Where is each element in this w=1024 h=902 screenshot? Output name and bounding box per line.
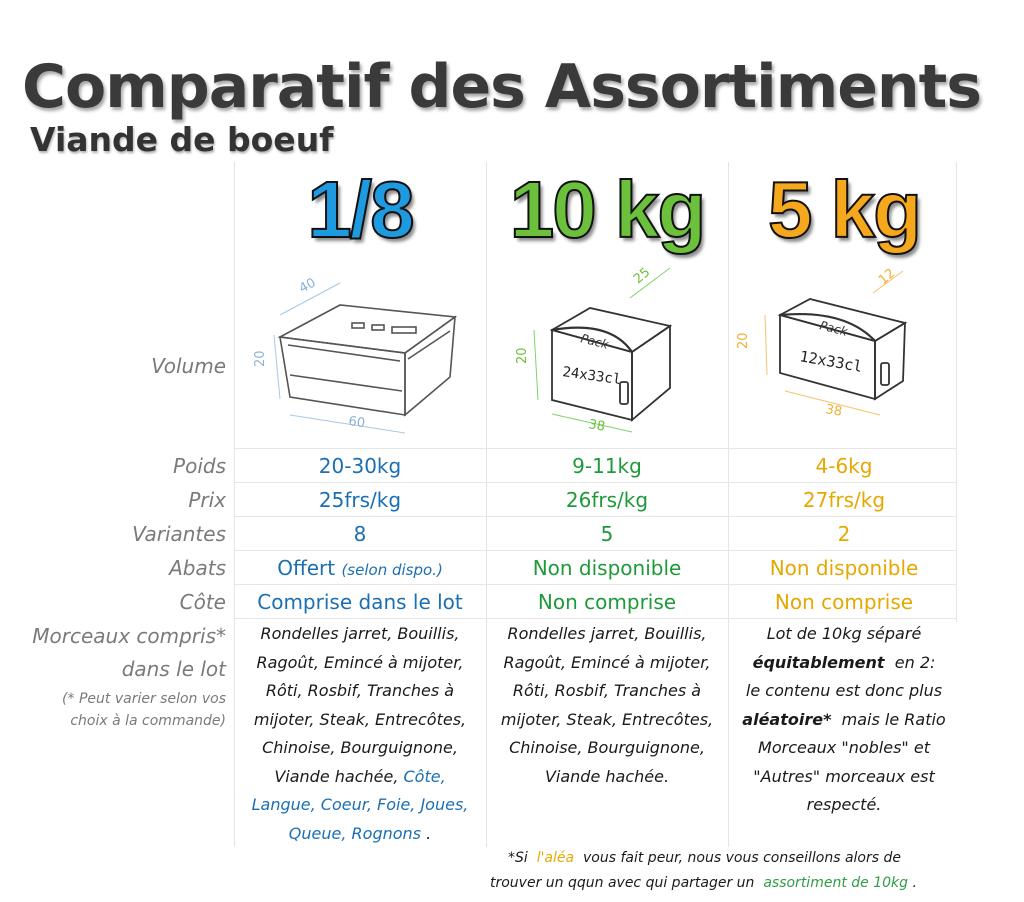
footnote-line-1: [486, 846, 956, 871]
row-label-abats: Abats: [169, 556, 226, 580]
row-label-morceaux: Morceaux compris*: [32, 624, 226, 648]
morceaux-10kg: [488, 620, 726, 791]
box-12-label: 12x33cl: [798, 347, 864, 376]
morceaux-5kg-line: Lot de 10kg séparé: [766, 624, 922, 643]
crate-dim-width: 60: [347, 414, 366, 432]
row-note-line-2: choix à la commande): [70, 713, 226, 729]
morceaux-5kg-bold: équitablement: [752, 652, 885, 672]
prix-10kg: 26frs/kg: [565, 488, 649, 512]
cote-1-8: Comprise dans le lot: [257, 590, 463, 614]
poids-5kg: 4-6kg: [815, 454, 873, 478]
crate-drawing: [253, 275, 460, 445]
box-12-dim-height: 20: [736, 332, 751, 349]
morceaux-5kg-text: en 2:: [894, 652, 936, 672]
box-24-dim-height: 20: [515, 347, 530, 364]
morceaux-10kg-line: Chinoise, Bourguignone,: [509, 738, 705, 757]
footnote-text: vous fait peur, nous vous conseillons alors de: [583, 850, 902, 866]
abats-1-8-value: Offert: [277, 556, 336, 580]
morceaux-1-8-end: .: [426, 823, 432, 843]
box-12-drawing: [735, 265, 935, 445]
morceaux-1-8-line: Ragoût, Emincé à mijoter,: [256, 652, 464, 672]
row-note-line-1: (* Peut varier selon vos: [62, 691, 226, 707]
morceaux-1-8: [236, 620, 484, 848]
morceaux-10kg-line: Viande hachée.: [544, 766, 670, 786]
morceaux-1-8-line: Rôti, Rosbif, Tranches à: [265, 681, 455, 700]
row-divider: [234, 550, 956, 551]
box-24-dim-depth: 25: [630, 264, 654, 288]
box-24-drawing: [510, 260, 710, 440]
box-12-dim-depth: 12: [875, 265, 899, 289]
abats-1-8: [236, 556, 484, 580]
box-12-pack-label: Pack: [818, 318, 849, 339]
morceaux-1-8-line: Chinoise, Bourguignone,: [262, 738, 458, 757]
abats-10kg: Non disponible: [532, 556, 682, 580]
poids-1-8: 20-30kg: [318, 454, 402, 478]
row-note: [62, 688, 226, 732]
morceaux-1-8-line: mijoter, Steak, Entrecôtes,: [253, 709, 467, 729]
morceaux-1-8-extra: Côte,: [403, 766, 446, 786]
row-label-variantes: Variantes: [132, 522, 226, 546]
morceaux-5kg-bold: aléatoire*: [742, 709, 832, 729]
prix-1-8: 25frs/kg: [318, 488, 402, 512]
row-label-cote: Côte: [179, 590, 226, 614]
morceaux-1-8-extra: Queue, Rognons: [288, 823, 421, 843]
footnote-text: .: [912, 875, 917, 891]
morceaux-5kg-text: mais le Ratio: [841, 709, 946, 729]
box-24-pack-label: Pack: [579, 331, 610, 352]
footnote-line-2: [486, 871, 956, 896]
footnote-highlight: l'aléa: [536, 850, 575, 866]
morceaux-5kg-line: "Autres" morceaux est: [753, 766, 935, 786]
variantes-5kg: 2: [837, 522, 851, 546]
crate-dim-height: 20: [253, 350, 268, 367]
cote-5kg: Non comprise: [774, 590, 914, 614]
morceaux-5kg-line: le contenu est donc plus: [745, 681, 943, 700]
morceaux-10kg-line: Rondelles jarret, Bouillis,: [507, 624, 707, 643]
column-divider: [486, 162, 487, 847]
footnote: [486, 846, 956, 896]
abats-5kg: Non disponible: [769, 556, 919, 580]
column-heading-10kg: 10 kg: [509, 165, 705, 254]
morceaux-1-8-line: [236, 820, 484, 849]
column-heading-1-8: 1/8: [307, 165, 413, 254]
cote-10kg: Non comprise: [537, 590, 677, 614]
variantes-10kg: 5: [600, 522, 614, 546]
morceaux-10kg-line: Rôti, Rosbif, Tranches à: [512, 681, 702, 700]
morceaux-5kg-line: [730, 649, 958, 678]
row-label-poids: Poids: [173, 454, 226, 478]
row-label-morceaux-2: dans le lot: [121, 657, 226, 681]
column-heading-5kg: 5 kg: [767, 165, 921, 254]
poids-10kg: 9-11kg: [572, 454, 642, 478]
morceaux-5kg: [730, 620, 958, 820]
footnote-highlight: assortiment de 10kg: [763, 875, 909, 891]
row-label-volume: Volume: [151, 354, 226, 378]
morceaux-10kg-line: mijoter, Steak, Entrecôtes,: [500, 709, 714, 729]
box-12-dim-width: 38: [824, 402, 844, 420]
abats-1-8-note: (selon dispo.): [341, 561, 443, 579]
box-24-dim-width: 38: [587, 417, 607, 435]
row-label-prix: Prix: [188, 488, 226, 512]
page-subtitle: Viande de boeuf: [30, 120, 334, 159]
box-24-label: 24x33cl: [561, 364, 623, 389]
variantes-1-8: 8: [353, 522, 367, 546]
morceaux-1-8-line: Rondelles jarret, Bouillis,: [260, 624, 460, 643]
morceaux-1-8-line: [236, 763, 484, 792]
row-divider: [234, 448, 956, 449]
footnote-text: trouver un qqun avec qui partager un: [490, 875, 755, 891]
row-divider: [234, 482, 956, 483]
morceaux-1-8-extra: Langue, Coeur, Foie, Joues,: [251, 795, 469, 814]
morceaux-10kg-line: Ragoût, Emincé à mijoter,: [503, 652, 711, 672]
prix-5kg: 27frs/kg: [802, 488, 886, 512]
morceaux-1-8-text: Viande hachée,: [274, 766, 399, 786]
morceaux-5kg-line: Morceaux "nobles" et: [758, 738, 930, 757]
crate-dim-depth: 40: [296, 275, 319, 297]
morceaux-5kg-line: respecté.: [806, 795, 882, 814]
footnote-text: *Si: [508, 850, 528, 866]
page-title: Comparatif des Assortiments: [22, 52, 982, 122]
morceaux-5kg-line: [730, 706, 958, 735]
row-divider: [234, 618, 956, 619]
row-divider: [234, 584, 956, 585]
column-divider: [728, 162, 729, 847]
column-divider: [234, 162, 235, 847]
row-divider: [234, 516, 956, 517]
